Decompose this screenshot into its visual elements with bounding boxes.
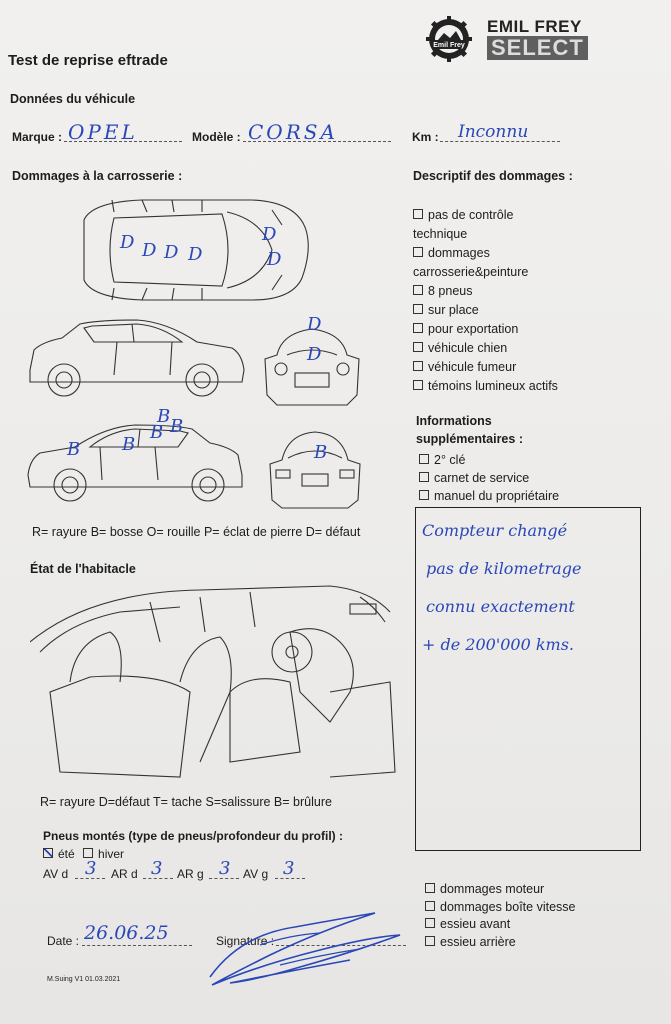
body-damage-legend: R= rayure B= bosse O= rouille P= éclat de pierre D= défaut [32,525,361,539]
mechanical-list [425,881,625,951]
tire-type-row [43,847,124,861]
marque-label: Marque : [12,130,63,144]
ar-d-label: AR d [111,867,138,881]
mechanical-item[interactable] [425,934,625,952]
damage-description-checkbox[interactable] [413,380,423,390]
tire-depth-row [43,858,323,886]
svg-text:Emil Frey: Emil Frey [433,42,465,49]
extra-info-label: 2° clé [434,453,466,467]
interior-section-title: État de l'habitacle [30,562,136,576]
damage-description-checkbox[interactable] [413,342,423,352]
damage-description-checkbox[interactable] [413,323,423,333]
damage-description-item[interactable] [413,339,563,358]
date-label: Date : [47,934,80,948]
note-line: + de 200'000 kms. [422,635,575,654]
mechanical-checkbox[interactable] [425,883,435,893]
damage-description-list [413,206,563,396]
signature-label: Signature : [216,934,275,948]
damage-mark: D [120,232,135,253]
damage-description-label: pas de contrôle technique [413,208,514,241]
mechanical-item[interactable] [425,881,625,899]
notes-text [422,516,634,668]
damage-description-label: véhicule fumeur [428,360,517,374]
emil-frey-gear-logo [426,16,472,62]
damage-description-checkbox[interactable] [413,304,423,314]
extra-info-checkbox[interactable] [419,472,429,482]
damage-description-label: témoins lumineux actifs [428,379,558,393]
mechanical-label: essieu arrière [440,934,516,949]
vehicle-section-title: Données du véhicule [10,92,136,106]
tires-title: Pneus montés (type de pneus/profondeur du profil) : [43,829,344,843]
km-value: Inconnu [458,122,529,142]
damage-mark: D [267,249,282,270]
damage-description-item[interactable] [413,320,563,339]
damage-mark: B [170,416,184,437]
extra-info-item[interactable] [419,487,609,505]
damage-description-label: pour exportation [428,322,519,336]
damage-description-checkbox[interactable] [413,209,423,219]
damage-description-item[interactable] [413,206,563,244]
winter-label: hiver [98,847,125,861]
form-version: M.Suing V1 01.03.2021 [47,976,121,983]
damage-description-item[interactable] [413,301,563,320]
extra-info-title-line2: supplémentaires : [416,432,523,446]
damage-mark: D [307,344,322,365]
damage-mark: D [307,314,322,335]
damage-description-checkbox[interactable] [413,247,423,257]
interior-legend: R= rayure D=défaut T= tache S=salissure B= brûlure [40,795,332,809]
damage-description-item[interactable] [413,377,563,396]
extra-info-list [419,451,609,505]
summer-label: été [58,847,75,861]
damage-mark: B [150,422,164,443]
damage-description-title: Descriptif des dommages : [413,169,573,183]
extra-info-title-line1: Informations [416,414,492,428]
winter-checkbox[interactable] [83,848,93,858]
damage-description-label: véhicule chien [428,341,508,355]
damage-mark: D [164,242,179,263]
extra-info-item[interactable] [419,469,609,487]
damage-description-item[interactable] [413,358,563,377]
extra-info-item[interactable] [419,451,609,469]
mechanical-item[interactable] [425,899,625,917]
mechanical-label: dommages boîte vitesse [440,899,576,914]
interior-diagram [30,582,398,788]
mechanical-label: essieu avant [440,917,511,931]
car-body-diagram [22,190,382,510]
modele-value: CORSA [248,120,338,144]
damage-mark: D [142,240,157,261]
modele-label: Modèle : [192,130,241,144]
extra-info-label: carnet de service [434,471,530,485]
ar-g-label: AR g [177,867,204,881]
mechanical-label: dommages moteur [440,882,545,896]
brand-name-line2: SELECT [487,36,588,60]
note-line: connu exactement [426,597,575,616]
damage-mark: B [67,439,81,460]
damage-mark: B [122,434,136,455]
damage-mark: B [157,406,171,427]
damage-description-label: 8 pneus [428,284,473,298]
av-d-label: AV d [43,867,69,881]
note-line: Compteur changé [422,521,568,540]
damage-description-item[interactable] [413,282,563,301]
ar-d-value: 3 [151,858,163,879]
date-value: 26.06.25 [84,922,169,944]
damage-description-label: sur place [428,303,479,317]
extra-info-label: manuel du propriétaire [434,489,560,503]
body-damage-title: Dommages à la carrosserie : [12,169,183,183]
signature-scribble [200,905,410,990]
damage-description-label: dommages carrosserie&peinture [413,246,529,279]
mechanical-checkbox[interactable] [425,918,435,928]
av-d-value: 3 [85,858,97,879]
km-label: Km : [412,130,439,144]
extra-info-checkbox[interactable] [419,490,429,500]
damage-mark: B [314,442,328,463]
mechanical-checkbox[interactable] [425,936,435,946]
note-line: pas de kilometrage [426,559,582,578]
av-g-value: 3 [283,858,295,879]
damage-mark: D [262,224,277,245]
mechanical-checkbox[interactable] [425,901,435,911]
extra-info-checkbox[interactable] [419,454,429,464]
av-g-label: AV g [243,867,269,881]
ar-g-value: 3 [219,858,231,879]
damage-mark: D [188,244,203,265]
damage-description-item[interactable] [413,244,563,282]
form-title: Test de reprise eftrade [8,52,168,69]
damage-description-checkbox[interactable] [413,285,423,295]
mechanical-item[interactable] [425,916,625,934]
damage-description-checkbox[interactable] [413,361,423,371]
marque-value: OPEL [68,120,138,144]
summer-checkbox[interactable] [43,848,53,858]
brand-name-line1: EMIL FREY [487,17,582,36]
